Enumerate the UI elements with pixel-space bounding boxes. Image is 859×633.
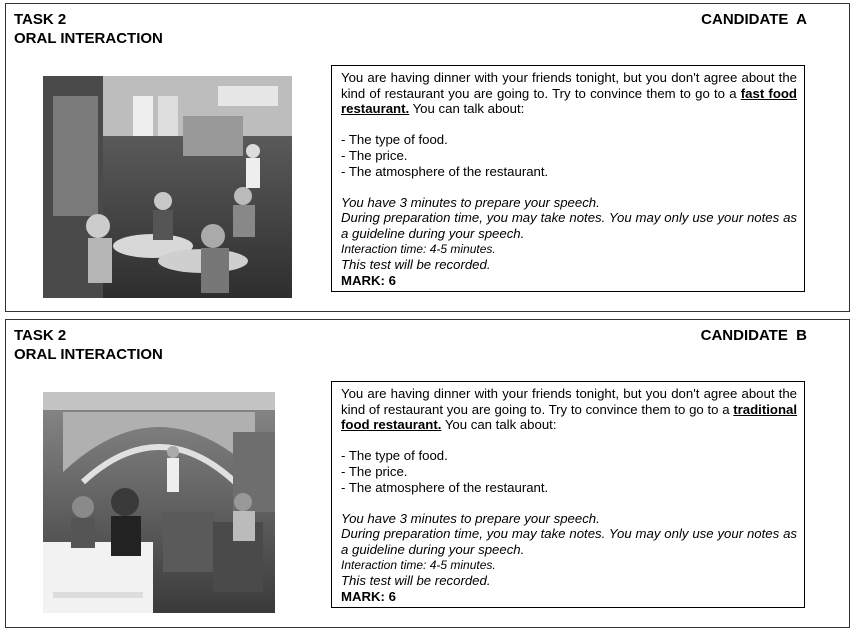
task-number: TASK 2 (14, 327, 67, 344)
traditional-restaurant-photo (43, 392, 275, 613)
candidate-label: CANDIDATE B (700, 327, 807, 344)
notes-text: During preparation time, you may take notes. You may only use your notes as a guideline during your speech. (341, 210, 797, 241)
prep-time-text: You have 3 minutes to prepare your speech. (341, 194, 600, 210)
task-section: ORAL INTERACTION (14, 30, 163, 47)
task-heading (14, 326, 163, 364)
bullet-item: - The type of food. (341, 132, 448, 148)
recorded-text: This test will be recorded. (341, 257, 491, 273)
mark-text: MARK: 6 (341, 272, 396, 288)
prep-time-text: You have 3 minutes to prepare your speech. (341, 510, 600, 526)
bullet-item: - The price. (341, 147, 408, 163)
bullet-item: - The atmosphere of the restaurant. (341, 163, 549, 179)
task-section: ORAL INTERACTION (14, 346, 163, 363)
task-heading (14, 10, 163, 48)
bullet-item: - The price. (341, 463, 408, 479)
task-number: TASK 2 (14, 11, 67, 28)
interaction-time-text: Interaction time: 4-5 minutes. (341, 557, 496, 572)
mark-text: MARK: 6 (341, 588, 396, 604)
task-card-candidate-a (5, 3, 850, 312)
prompt-paragraph: You are having dinner with your friends tonight, but you don't agree about the kind of restaurant you are going to. Try to convince them to go to a fast food restaurant. You can talk about: (341, 70, 797, 117)
candidate-label: CANDIDATE A (701, 11, 807, 28)
task-card-candidate-b (5, 319, 850, 628)
restaurant-type: fast food restaurant. (341, 85, 797, 117)
instructions-box (331, 381, 805, 608)
restaurant-type: traditional food restaurant. (341, 401, 797, 433)
bullet-item: - The type of food. (341, 448, 448, 464)
recorded-text: This test will be recorded. (341, 573, 491, 589)
bullet-item: - The atmosphere of the restaurant. (341, 479, 549, 495)
prompt-paragraph: You are having dinner with your friends tonight, but you don't agree about the kind of restaurant you are going to. Try to convince them to go to a traditional food restaurant. You can talk about: (341, 386, 797, 433)
fast-food-restaurant-photo (43, 76, 292, 298)
interaction-time-text: Interaction time: 4-5 minutes. (341, 241, 496, 256)
notes-text: During preparation time, you may take notes. You may only use your notes as a guideline during your speech. (341, 526, 797, 557)
instructions-box (331, 65, 805, 292)
